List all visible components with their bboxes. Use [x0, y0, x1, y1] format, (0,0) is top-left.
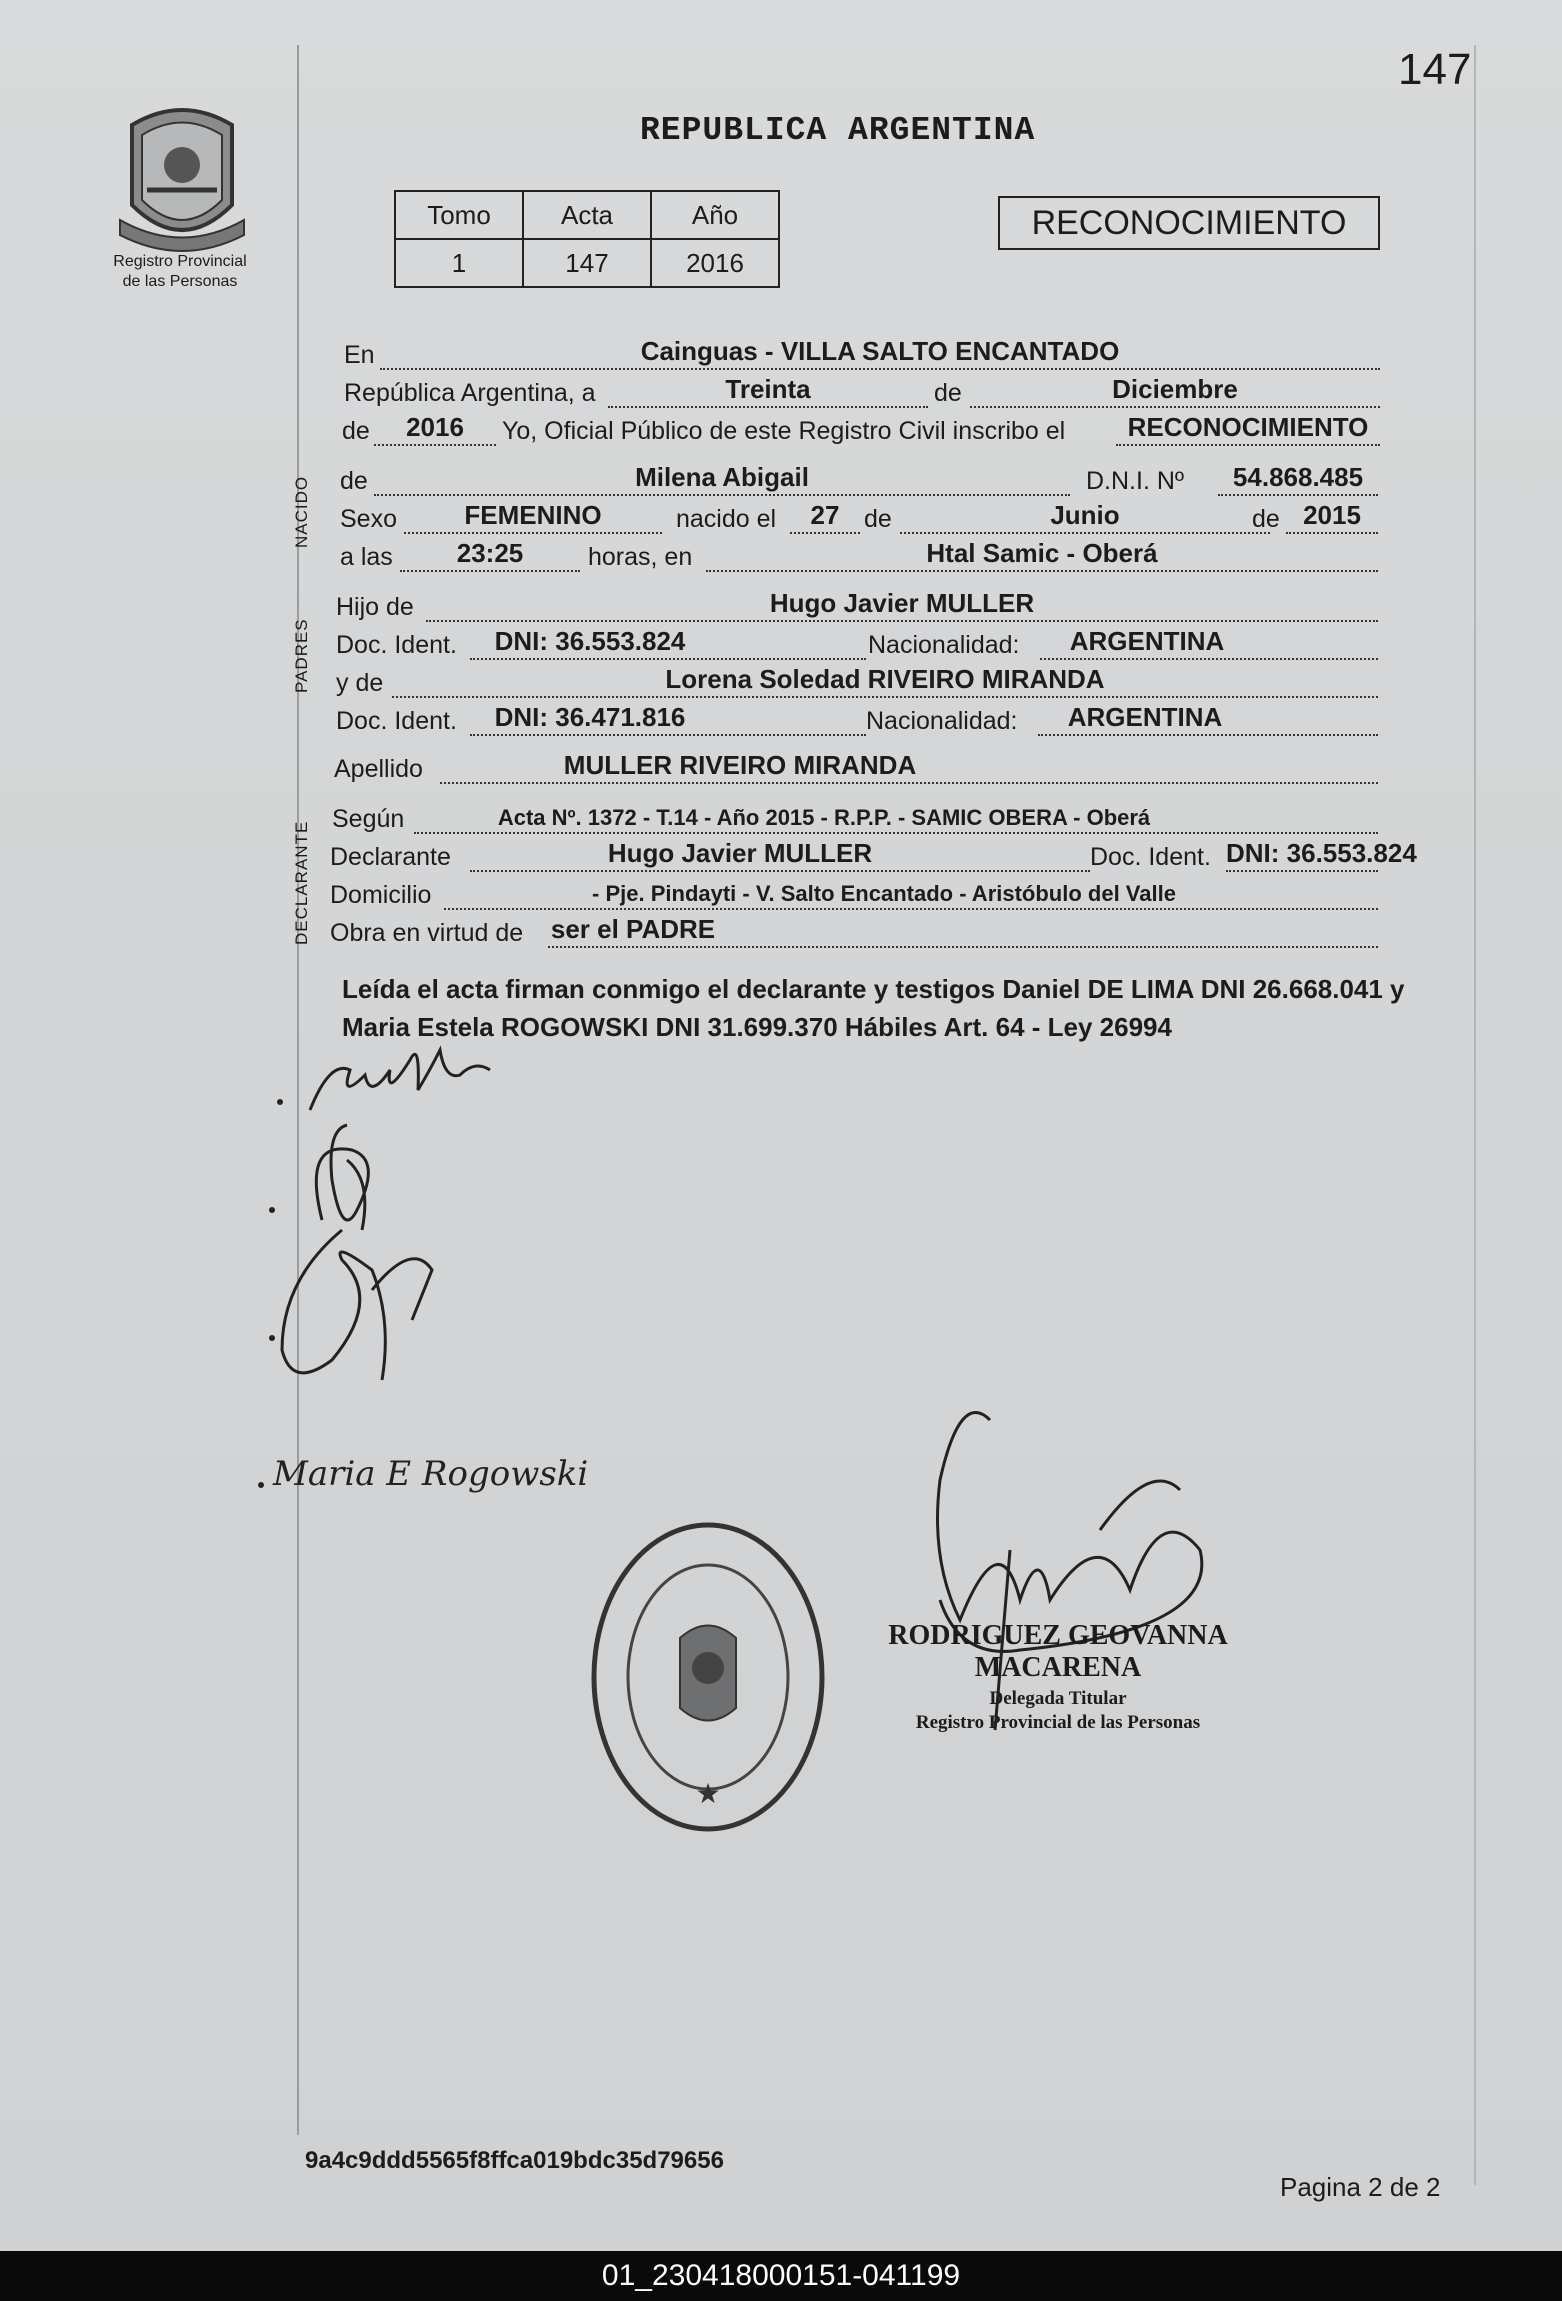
- label-de-anio: de: [342, 417, 370, 445]
- section-label-nacido: NACIDO: [292, 475, 311, 548]
- label-doc-ident-madre: Doc. Ident.: [336, 707, 457, 735]
- value-sexo: FEMENINO: [464, 500, 602, 530]
- value-lugar: Cainguas - VILLA SALTO ENCANTADO: [640, 336, 1120, 366]
- pagination-label: Pagina 2 de 2: [1280, 2172, 1441, 2202]
- value-dia: Treinta: [725, 374, 811, 404]
- row-domicilio: [330, 876, 1440, 914]
- row-padre-doc: [336, 626, 1440, 664]
- value-madre-doc: DNI: 36.471.816: [494, 702, 686, 732]
- label-horas-en: horas, en: [588, 543, 693, 571]
- row-sexo: [340, 500, 1440, 538]
- row-lugar: [340, 336, 1440, 374]
- document-hash: 9a4c9ddd5565f8ffca019bdc35d79656: [305, 2147, 724, 2174]
- row-madre-doc: [336, 702, 1440, 740]
- witness-signature-rogowski: [255, 1440, 589, 1510]
- row-apellido: [334, 750, 1440, 788]
- document-type-box: RECONOCIMIENTO: [998, 196, 1380, 250]
- label-segun: Según: [332, 805, 405, 833]
- label-en: En: [344, 341, 375, 369]
- label-de-mes-nac: de: [864, 505, 892, 533]
- value-madre-nac: ARGENTINA: [1067, 702, 1223, 732]
- value-nombre: Milena Abigail: [635, 462, 809, 492]
- registry-caption-line2: de las Personas: [122, 273, 238, 290]
- witness-signatures: [262, 1120, 462, 1400]
- label-de-nombre: de: [340, 467, 368, 495]
- header-tomo: Tomo: [395, 191, 523, 239]
- value-acto: RECONOCIMIENTO: [1127, 412, 1369, 442]
- label-inscribo: Yo, Oficial Público de este Registro Civil inscribo el: [502, 417, 1066, 445]
- right-margin-line: [1474, 45, 1476, 2185]
- value-acta: 147: [523, 239, 651, 287]
- label-de-mes: de: [934, 379, 962, 407]
- header-acta: Acta: [523, 191, 651, 239]
- label-a-las: a las: [340, 543, 393, 571]
- registry-caption-line1: Registro Provincial: [113, 253, 247, 270]
- official-role: Delegada Titular: [989, 1688, 1127, 1709]
- document-title: REPUBLICA ARGENTINA: [640, 112, 1036, 149]
- value-declarante-doc: DNI: 36.553.824: [1226, 838, 1417, 868]
- label-de-anio-nac: de: [1252, 505, 1280, 533]
- value-tomo: 1: [395, 239, 523, 287]
- value-padre-nac: ARGENTINA: [1069, 626, 1225, 656]
- official-organization: Registro Provincial de las Personas: [915, 1712, 1201, 1733]
- svg-text:★: ★: [695, 1778, 721, 1809]
- witness-signature-rogowski-text: Maria E Rogowski: [273, 1454, 589, 1494]
- label-apellido: Apellido: [334, 755, 423, 783]
- label-y-de: y de: [336, 669, 384, 697]
- row-segun: [332, 800, 1440, 838]
- header-anio: Año: [651, 191, 779, 239]
- label-nacionalidad-madre: Nacionalidad:: [866, 707, 1018, 735]
- value-hora: 23:25: [456, 538, 524, 568]
- declarant-signature: [270, 1030, 510, 1130]
- label-republica: República Argentina, a: [344, 379, 596, 407]
- value-padre: Hugo Javier MULLER: [769, 588, 1035, 618]
- page-number: 147: [1398, 45, 1472, 94]
- registry-caption: [90, 252, 270, 292]
- value-padre-doc: DNI: 36.553.824: [494, 626, 686, 656]
- row-hora: [340, 538, 1440, 576]
- label-domicilio: Domicilio: [330, 881, 432, 909]
- value-anio-nac: 2015: [1303, 500, 1361, 530]
- label-nacido-el: nacido el: [676, 505, 777, 533]
- label-hijo-de: Hijo de: [336, 593, 414, 621]
- row-declarante: [330, 838, 1440, 876]
- value-dia-nac: 27: [810, 500, 840, 530]
- closing-statement: Leída el acta firman conmigo el declarante y testigos Daniel DE LIMA DNI 26.668.041 y Maria Estela ROGOWSKI DNI 31.699.370 Hábiles Art. 64 - Ley 26994: [342, 974, 1405, 1042]
- value-dni: 54.868.485: [1232, 462, 1364, 492]
- label-sexo: Sexo: [340, 505, 397, 533]
- value-lugar-nac: Htal Samic - Oberá: [926, 538, 1158, 568]
- section-label-declarante: DECLARANTE: [292, 820, 311, 945]
- label-dni: D.N.I. Nº: [1086, 467, 1185, 495]
- registry-seal-stamp: [588, 1518, 828, 1836]
- official-name: RODRIGUEZ GEOVANNA MACARENA: [888, 1620, 1228, 1683]
- row-nombre: [340, 462, 1440, 500]
- label-declarante: Declarante: [330, 843, 451, 871]
- value-obra: ser el PADRE: [550, 914, 716, 944]
- official-signature-block: [858, 1620, 1258, 1734]
- value-apellido: MULLER RIVEIRO MIRANDA: [563, 750, 917, 780]
- row-madre: [336, 664, 1440, 702]
- scan-footer-id: 01_230418000151-041199: [0, 2251, 1562, 2301]
- label-obra: Obra en virtud de: [330, 919, 524, 947]
- value-domicilio: - Pje. Pindayti - V. Salto Encantado - Aristóbulo del Valle: [592, 881, 1176, 906]
- section-label-padres: PADRES: [292, 618, 311, 693]
- label-doc-ident-padre: Doc. Ident.: [336, 631, 457, 659]
- value-anio: 2016: [651, 239, 779, 287]
- row-fecha: [340, 374, 1440, 412]
- value-segun: Acta Nº. 1372 - T.14 - Año 2015 - R.P.P. - SAMIC OBERA - Oberá: [497, 805, 1151, 830]
- row-padre: [336, 588, 1440, 626]
- misiones-emblem-logo: [112, 95, 252, 265]
- reference-table: [394, 190, 780, 288]
- value-madre: Lorena Soledad RIVEIRO MIRANDA: [665, 664, 1105, 694]
- label-doc-ident-declarante: Doc. Ident.: [1090, 843, 1211, 871]
- value-anio: 2016: [406, 412, 464, 442]
- row-obra: [330, 914, 1440, 952]
- row-inscripcion: [340, 412, 1440, 450]
- value-declarante: Hugo Javier MULLER: [607, 838, 873, 868]
- value-mes-nac: Junio: [1050, 500, 1120, 530]
- label-nacionalidad-padre: Nacionalidad:: [868, 631, 1020, 659]
- value-mes: Diciembre: [1112, 374, 1238, 404]
